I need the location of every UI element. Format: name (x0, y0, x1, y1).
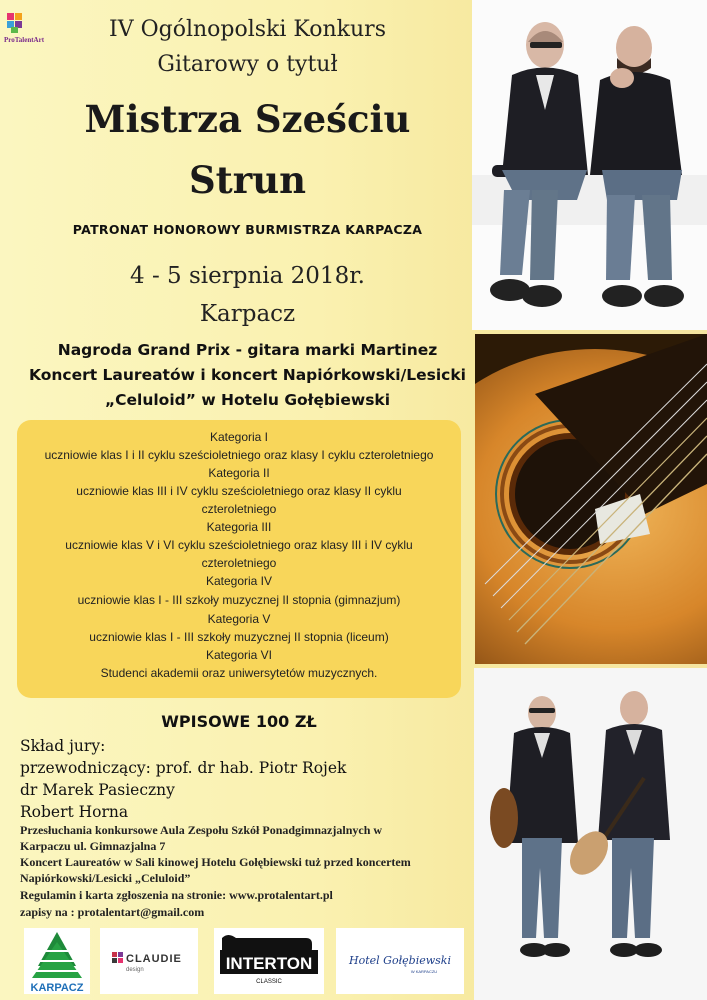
photo-duo-standing-image (474, 668, 707, 1000)
jury-member: dr Marek Pasieczny (20, 781, 175, 799)
category-heading: Kategoria VI (205, 648, 273, 662)
jury-heading: Skład jury: (20, 737, 106, 755)
info-line: Karpaczu ul. Gimnazjalna 7 (20, 839, 166, 853)
hotel-golebiewski-logo-image (336, 928, 464, 994)
hotel-golebiewski-logo (336, 928, 464, 994)
prize-line-1: Nagroda Grand Prix - gitara marki Martinez (57, 341, 438, 359)
prize-line-3: „Celuloid” w Hotelu Gołębiewski (104, 391, 391, 409)
hotel-logo-text: Hotel Gołębiewski (349, 954, 451, 967)
category-description: czteroletniego (201, 502, 277, 516)
interton-logo-subtext: CLASSIC (256, 979, 282, 985)
info-line: Napiórkowski/Lesicki „Celuloid” (20, 871, 191, 885)
karpacz-logo (24, 928, 90, 994)
patronage-line: PATRONAT HONOROWY BURMISTRZA KARPACZA (72, 222, 423, 237)
category-description: uczniowie klas I i II cyklu sześcioletniego oraz klasy I cyklu czteroletniego (44, 448, 434, 462)
claudie-logo-image (100, 928, 198, 994)
karpacz-tree-icon (24, 928, 90, 994)
prize-line-2: Koncert Laureatów i koncert Napiórkowski/Lesicki (28, 366, 466, 384)
category-description: uczniowie klas V i VI cyklu sześcioletniego oraz klasy III i IV cyklu (65, 538, 413, 552)
info-line: Koncert Laureatów w Sali kinowej Hotelu Gołębiewski tuż przed koncertem (20, 855, 411, 869)
categories-box (17, 420, 461, 698)
title-line-1: Mistrza Sześciu (84, 97, 411, 141)
karpacz-logo-text: KARPACZ (30, 982, 84, 994)
interton-logo-text: INTERTON (225, 954, 313, 973)
claudie-logo-text: CLAUDIE (126, 953, 182, 965)
category-heading: Kategoria III (206, 520, 272, 534)
email-line[interactable]: zapisy na : protalentart@gmail.com (20, 905, 205, 919)
category-description: uczniowie klas I - III szkoły muzycznej II stopnia (gimnazjum) (77, 593, 401, 607)
category-description: uczniowie klas III i IV cyklu sześcioletniego oraz klasy II cyklu (76, 484, 402, 498)
claudie-logo (100, 928, 198, 994)
category-heading: Kategoria I (209, 430, 269, 444)
protalentart-mark-icon (6, 12, 28, 34)
interton-logo (214, 928, 324, 994)
photo-duo-seated-image (472, 0, 707, 330)
info-line: Przesłuchania konkursowe Aula Zespołu Szkół Ponadgimnazjalnych w (20, 823, 383, 837)
category-heading: Kategoria II (208, 466, 270, 480)
category-description: uczniowie klas I - III szkoły muzycznej II stopnia (liceum) (89, 630, 389, 644)
website-line[interactable]: Regulamin i karta zgłoszenia na stronie: www.protalentart.pl (20, 888, 333, 902)
claudie-logo-subtext: design (126, 967, 144, 973)
entry-fee: WPISOWE 100 ZŁ (161, 712, 317, 731)
category-heading: Kategoria IV (205, 574, 273, 588)
hotel-logo-subtext: W KARPACZU (410, 969, 438, 974)
event-date: 4 - 5 sierpnia 2018r. (130, 263, 365, 289)
protalentart-logo-text: ProTalentArt (4, 36, 45, 44)
photo-guitar-closeup (475, 334, 707, 664)
header-line-2: Gitarowy o tytuł (157, 52, 338, 77)
photo-duo-standing (474, 668, 707, 1000)
category-description: Studenci akademii oraz uniwersytetów muzycznych. (100, 666, 378, 680)
title-line-2: Strun (188, 158, 307, 202)
jury-chair: przewodniczący: prof. dr hab. Piotr Rojek (20, 759, 347, 777)
jury-member: Robert Horna (20, 803, 129, 821)
category-heading: Kategoria V (207, 612, 271, 626)
interton-logo-image (214, 928, 324, 994)
category-description: czteroletniego (201, 556, 277, 570)
header-line-1: IV Ogólnopolski Konkurs (109, 17, 386, 42)
event-place: Karpacz (199, 301, 296, 327)
photo-guitar-closeup-image (475, 334, 707, 664)
photo-duo-seated (472, 0, 707, 330)
